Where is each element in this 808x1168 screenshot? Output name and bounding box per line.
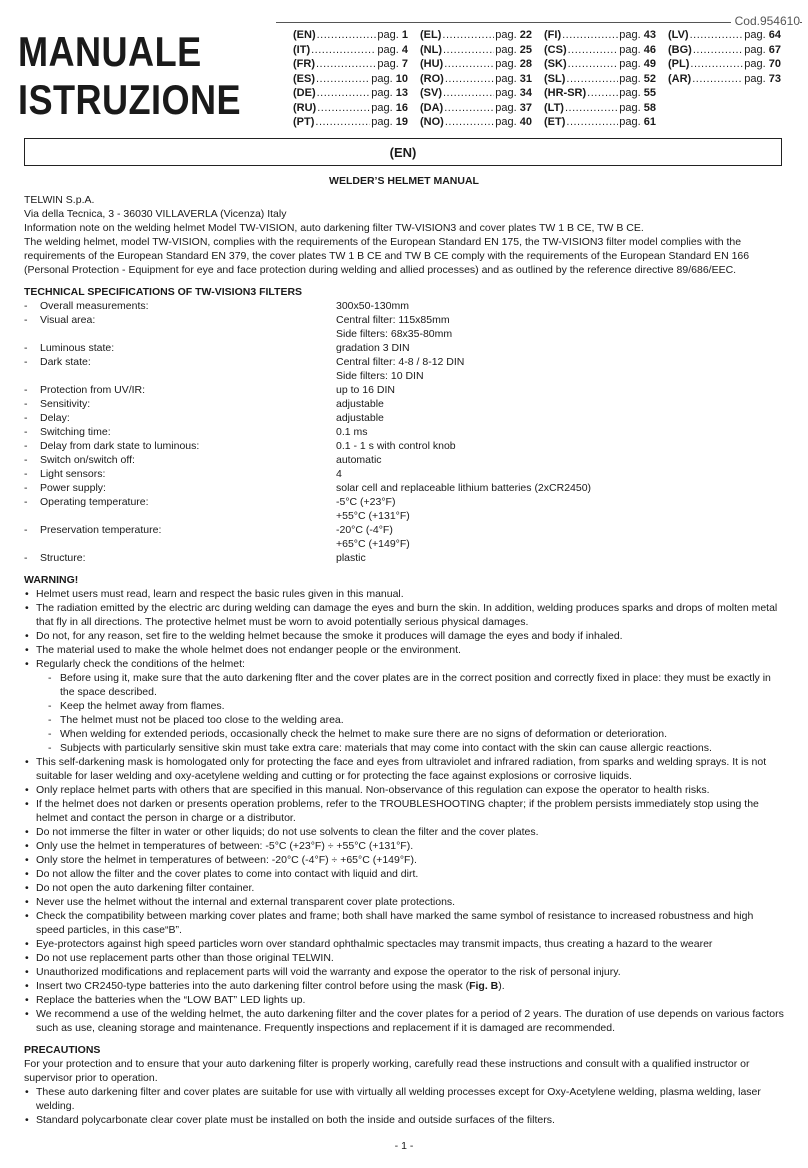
warning-title: WARNING! <box>24 574 79 586</box>
spec-label: Visual area: <box>40 314 96 326</box>
battery-text-end: ). <box>498 980 505 992</box>
toc-language-code: (NL) <box>420 43 442 56</box>
spec-value: 0.1 ms <box>336 426 368 438</box>
toc-page-label: pag. <box>744 43 766 56</box>
toc-page-number: 55 <box>643 87 656 99</box>
toc-language-code: (PL) <box>668 58 690 70</box>
spec-value: 0.1 - 1 s with control knob <box>336 440 456 452</box>
toc-leader-dots <box>311 43 376 58</box>
toc-page-number: 70 <box>768 58 781 70</box>
toc-language-code: (LV) <box>668 29 689 41</box>
spec-dash: - <box>24 440 28 452</box>
compliance-statement: The welding helmet, model TW-VISION, complies with the requirements of the European Standard EN 175, the TW-VISION3 filter model complies with the requirements of the European Standard EN 379, the cover plates TW 1 B CE and TW B CE comply with the requirements of the European Standard EN 166 (Personal Protection - Equipment for eye and face protection during welding and allied processes) and as outlined by the reference directive 89/686/EEC. <box>24 236 750 276</box>
warning-sub-item: - The helmet must not be placed too close to the welding area. <box>36 713 784 727</box>
spec-row <box>24 355 784 369</box>
toc-page-label: pag. <box>377 43 399 56</box>
precaution-item: • These auto darkening filter and cover plates are suitable for use with virtually all welding processes except for Oxy-Acetylene welding, plasma welding, laser welding. <box>24 1085 784 1113</box>
warning-item: • Only replace helmet parts with others that are specified in this manual. Non-observance of this regulation can expose the operator to health risks. <box>24 783 784 797</box>
spec-dash: - <box>24 454 28 466</box>
spec-value: Central filter: 115x85mm <box>336 314 450 326</box>
spec-row <box>24 341 784 355</box>
toc-page-ref <box>377 43 408 58</box>
spec-dash: - <box>24 314 28 326</box>
toc-entry <box>293 101 408 116</box>
toc-leader-dots <box>317 86 371 101</box>
toc-page-ref <box>495 101 532 116</box>
spec-dash: - <box>24 342 28 354</box>
toc-page-ref <box>371 101 408 116</box>
toc-page-number: 10 <box>395 72 408 85</box>
spec-row <box>24 509 784 523</box>
toc-entry <box>668 28 781 43</box>
toc-entry <box>293 43 408 58</box>
manual-title-block <box>18 28 277 124</box>
toc-page-label: pag. <box>619 116 641 128</box>
toc-entry <box>668 57 781 72</box>
toc-page-number: 37 <box>519 101 532 114</box>
spec-label: Dark state: <box>40 356 91 368</box>
spec-row <box>24 537 784 551</box>
spec-label: Preservation temperature: <box>40 524 162 536</box>
toc-leader-dots <box>566 72 618 87</box>
toc-language-code: (RO) <box>420 72 444 85</box>
toc-page-ref <box>371 86 408 101</box>
spec-label: Light sensors: <box>40 468 106 480</box>
specs-title: TECHNICAL SPECIFICATIONS OF TW-VISION3 FILTERS <box>24 286 303 298</box>
warning-item: • Unauthorized modifications and replacement parts will void the warranty and expose the operator to the risk of personal injury. <box>24 965 784 979</box>
precautions-title: PRECAUTIONS <box>24 1044 101 1056</box>
toc-page-number: 31 <box>519 72 532 85</box>
spec-label: Power supply: <box>40 482 106 494</box>
toc-page-label: pag. <box>744 29 766 41</box>
toc-entry <box>420 43 532 58</box>
document-code: Cod.954610 <box>731 14 800 28</box>
toc-entry <box>293 115 408 130</box>
toc-page-label: pag. <box>619 101 641 114</box>
spec-value: adjustable <box>336 398 384 410</box>
spec-label: Delay: <box>40 412 70 424</box>
toc-column-1 <box>293 28 408 130</box>
toc-page-number: 58 <box>643 101 656 114</box>
company-address: Via della Tecnica, 3 - 36030 VILLAVERLA (Vicenza) Italy <box>24 208 287 220</box>
spec-label: Delay from dark state to luminous: <box>40 440 200 452</box>
spec-row <box>24 551 784 565</box>
spec-row <box>24 523 784 537</box>
toc-leader-dots <box>565 101 618 116</box>
toc-entry <box>544 115 656 130</box>
language-section-box: (EN) <box>24 138 782 166</box>
toc-language-code: (SK) <box>544 58 567 70</box>
spec-row <box>24 383 784 397</box>
toc-language-code: (LT) <box>544 101 564 114</box>
toc-language-code: (ET) <box>544 116 566 128</box>
toc-language-code: (EL) <box>420 29 442 41</box>
toc-page-label: pag. <box>495 87 517 99</box>
toc-page-label: pag. <box>619 43 641 56</box>
toc-page-ref <box>495 86 532 101</box>
toc-column-4 <box>668 28 781 86</box>
toc-language-code: (HU) <box>420 58 444 70</box>
spec-value: adjustable <box>336 412 384 424</box>
toc-page-label: pag. <box>744 58 766 70</box>
toc-entry <box>544 57 656 72</box>
spec-label: Overall measurements: <box>40 300 149 312</box>
spec-row <box>24 439 784 453</box>
spec-row <box>24 411 784 425</box>
check-conditions-sublist <box>36 671 784 755</box>
toc-page-label: pag. <box>619 72 641 85</box>
spec-label <box>40 327 336 341</box>
toc-page-label: pag. <box>371 72 393 85</box>
warning-list <box>24 587 784 1035</box>
warning-item: • Check the compatibility between marking cover plates and frame; both shall have marked the same symbol of resistance to increased robustness and high speed particles, in this case“B”. <box>24 909 784 937</box>
toc-page-number: 61 <box>643 116 656 128</box>
toc-page-label: pag. <box>495 29 517 41</box>
spec-value: solar cell and replaceable lithium batteries (2xCR2450) <box>336 482 592 494</box>
spec-value: plastic <box>336 552 366 564</box>
spec-value: 300x50-130mm <box>336 300 409 312</box>
toc-column-3 <box>544 28 656 130</box>
toc-entry <box>420 28 532 43</box>
toc-page-label: pag. <box>619 87 641 99</box>
spec-row <box>24 467 784 481</box>
toc-language-code: (ES) <box>293 72 315 85</box>
spec-value: automatic <box>336 454 382 466</box>
toc-page-number: 34 <box>519 87 532 99</box>
toc-entry <box>420 115 532 130</box>
toc-leader-dots <box>566 115 618 130</box>
spec-label: Luminous state: <box>40 342 115 354</box>
toc-entry <box>293 72 408 87</box>
specs-list <box>24 299 784 565</box>
toc-page-label: pag. <box>495 101 517 114</box>
toc-language-code: (AR) <box>668 72 692 85</box>
spec-dash: - <box>24 524 28 536</box>
warning-item-text: Regularly check the conditions of the helmet: <box>36 658 245 670</box>
warning-item: • The radiation emitted by the electric arc during welding can damage the eyes and burn the skin. In addition, welding produces sparks and drops of molten metal that fly in all directions. The protective helmet must be worn to avoid potentially serious physical damages. <box>24 601 784 629</box>
warning-item: • We recommend a use of the welding helmet, the auto darkening filter and the cover plates for a period of 2 years. The duration of use depends on various factors such as use, cleaning storage and maintenance. Frequently inspections and replacement if it is damaged are recommended. <box>24 1007 784 1035</box>
toc-leader-dots <box>690 28 744 43</box>
warning-item: • Helmet users must read, learn and respect the basic rules given in this manual. <box>24 587 784 601</box>
warning-item: • Replace the batteries when the “LOW BAT” LED lights up. <box>24 993 784 1007</box>
toc-page-number: 7 <box>401 58 408 70</box>
information-note: Information note on the welding helmet Model TW-VISION, auto darkening filter TW-VISION3 and cover plates TW 1 B CE, TW B CE. <box>24 222 644 234</box>
spec-label: Switch on/switch off: <box>40 454 135 466</box>
spec-row <box>24 453 784 467</box>
toc-language-code: (FI) <box>544 29 562 41</box>
toc-entry <box>420 86 532 101</box>
warning-item: • Do not open the auto darkening filter container. <box>24 881 784 895</box>
spec-value: -5°C (+23°F) <box>336 496 396 508</box>
spec-label <box>40 509 336 523</box>
toc-page-ref <box>619 28 656 43</box>
precautions-paragraph: For your protection and to ensure that your auto darkening filter is properly working, carefully read these instructions and consult with a qualified instructor or supervisor prior to operation. <box>24 1058 750 1084</box>
toc-page-number: 4 <box>401 43 408 56</box>
toc-leader-dots <box>317 101 370 116</box>
toc-page-ref <box>619 86 656 101</box>
warning-sub-item: - Keep the helmet away from flames. <box>36 699 784 713</box>
toc-leader-dots <box>442 28 494 43</box>
toc-leader-dots <box>568 57 619 72</box>
toc-page-number: 64 <box>768 29 781 41</box>
spec-row <box>24 313 784 327</box>
toc-page-ref <box>377 28 408 43</box>
spec-label: Structure: <box>40 552 86 564</box>
toc-leader-dots <box>445 115 494 130</box>
title-line-2: ISTRUZIONE <box>18 76 242 123</box>
spec-value: 4 <box>336 468 342 480</box>
toc-page-number: 49 <box>643 58 656 70</box>
toc-entry <box>420 57 532 72</box>
toc-language-code: (RU) <box>293 101 317 114</box>
toc-page-ref <box>744 57 781 72</box>
toc-page-label: pag. <box>377 58 399 70</box>
battery-text: Insert two CR2450-type batteries into the auto darkening filter control before using the mask ( <box>36 980 470 992</box>
toc-language-code: (CS) <box>544 43 567 56</box>
toc-page-ref <box>744 43 781 58</box>
warning-item: • Only store the helmet in temperatures of between: -20°C (-4°F) ÷ +65°C (+149°F). <box>24 853 784 867</box>
toc-page-number: 28 <box>519 58 532 70</box>
spec-dash: - <box>24 426 28 438</box>
spec-value: +55°C (+131°F) <box>336 510 410 522</box>
toc-leader-dots <box>587 86 618 101</box>
warning-sub-item: - Before using it, make sure that the auto darkening flter and the cover plates are in the correct position and correctly fixed in place: they must be exactly in the space described. <box>36 671 784 699</box>
toc-page-ref <box>371 115 408 130</box>
spec-value: +65°C (+149°F) <box>336 538 410 550</box>
toc-language-code: (EN) <box>293 29 316 41</box>
warning-item-batteries <box>24 979 784 993</box>
warning-item: • The material used to make the whole helmet does not endanger people or the environment. <box>24 643 784 657</box>
toc-entry <box>544 28 656 43</box>
toc-page-number: 13 <box>395 87 408 99</box>
toc-page-ref <box>619 57 656 72</box>
spec-dash: - <box>24 482 28 494</box>
spec-label: Sensitivity: <box>40 398 91 410</box>
toc-page-number: 46 <box>643 43 656 56</box>
toc-leader-dots <box>445 72 494 87</box>
title-line-1: MANUALE <box>18 28 202 75</box>
toc-page-ref <box>371 72 408 87</box>
toc-leader-dots <box>316 72 370 87</box>
warning-item: • Do not allow the filter and the cover plates to come into contact with liquid and dirt. <box>24 867 784 881</box>
header-rule <box>276 22 802 23</box>
spec-value: Side filters: 10 DIN <box>336 370 424 382</box>
toc-language-code: (HR-SR) <box>544 87 587 99</box>
toc-page-label: pag. <box>495 116 517 128</box>
toc-entry <box>544 72 656 87</box>
toc-page-number: 40 <box>519 116 532 128</box>
spec-dash: - <box>24 384 28 396</box>
toc-entry <box>544 101 656 116</box>
spec-row <box>24 327 784 341</box>
toc-entry <box>420 72 532 87</box>
toc-page-label: pag. <box>495 58 517 70</box>
toc-leader-dots <box>444 57 494 72</box>
toc-entry <box>420 101 532 116</box>
toc-page-number: 22 <box>519 29 532 41</box>
toc-column-2 <box>420 28 532 130</box>
toc-leader-dots <box>443 86 494 101</box>
spec-value: Side filters: 68x35-80mm <box>336 328 453 340</box>
welders-helmet-manual-title: WELDER’S HELMET MANUAL <box>329 175 479 187</box>
toc-leader-dots <box>316 57 376 72</box>
spec-dash <box>24 327 40 341</box>
spec-dash: - <box>24 412 28 424</box>
spec-row <box>24 481 784 495</box>
toc-entry <box>668 43 781 58</box>
toc-page-number: 19 <box>395 116 408 128</box>
spec-dash: - <box>24 496 28 508</box>
spec-value: gradation 3 DIN <box>336 342 410 354</box>
warning-item: • Only use the helmet in temperatures of between: -5°C (+23°F) ÷ +55°C (+131°F). <box>24 839 784 853</box>
spec-label: Switching time: <box>40 426 111 438</box>
toc-page-label: pag. <box>371 101 393 114</box>
toc-language-code: (BG) <box>668 43 692 56</box>
toc-page-label: pag. <box>744 72 766 85</box>
toc-language-code: (NO) <box>420 116 444 128</box>
spec-label <box>40 537 336 551</box>
toc-page-ref <box>744 28 781 43</box>
toc-page-label: pag. <box>495 43 517 56</box>
toc-page-label: pag. <box>619 58 641 70</box>
toc-entry <box>293 86 408 101</box>
toc-page-ref <box>495 72 532 87</box>
figure-b-reference: Fig. B <box>469 980 499 992</box>
toc-page-ref <box>495 28 532 43</box>
toc-page-ref <box>495 115 532 130</box>
warning-item: • Do not use replacement parts other than those original TELWIN. <box>24 951 784 965</box>
toc-leader-dots <box>443 43 494 58</box>
manual-content <box>24 174 784 1127</box>
warning-sub-item: - When welding for extended periods, occasionally check the helmet to make sure there are no signs of deformation or deterioration. <box>36 727 784 741</box>
warning-item-check-conditions <box>24 657 784 755</box>
spec-row <box>24 369 784 383</box>
toc-language-code: (PT) <box>293 116 315 128</box>
toc-leader-dots <box>568 43 619 58</box>
toc-page-ref <box>619 43 656 58</box>
toc-entry <box>668 72 781 87</box>
toc-entry <box>293 57 408 72</box>
toc-leader-dots <box>315 115 370 130</box>
toc-page-number: 25 <box>519 43 532 56</box>
toc-page-number: 67 <box>768 43 781 56</box>
spec-value: up to 16 DIN <box>336 384 395 396</box>
toc-leader-dots <box>692 72 743 87</box>
warning-item: • Do not immerse the filter in water or other liquids; do not use solvents to clean the filter and the cover plates. <box>24 825 784 839</box>
toc-entry <box>293 28 408 43</box>
toc-page-ref <box>619 72 656 87</box>
toc-language-code: (DE) <box>293 87 316 99</box>
toc-leader-dots <box>444 101 494 116</box>
spec-label <box>40 369 336 383</box>
spec-label: Operating temperature: <box>40 496 149 508</box>
spec-value: Central filter: 4-8 / 8-12 DIN <box>336 356 465 368</box>
toc-page-number: 16 <box>395 101 408 114</box>
toc-leader-dots <box>690 57 743 72</box>
precaution-item: • Standard polycarbonate clear cover plate must be installed on both the inside and outside surfaces of the filters. <box>24 1113 784 1127</box>
page-number: - 1 - <box>394 1140 414 1152</box>
toc-page-ref <box>619 101 656 116</box>
toc-leader-dots <box>693 43 743 58</box>
toc-entry <box>544 86 656 101</box>
toc-page-number: 1 <box>401 29 408 41</box>
toc-page-ref <box>495 43 532 58</box>
toc-language-code: (DA) <box>420 101 444 114</box>
toc-page-ref <box>744 72 781 87</box>
spec-dash: - <box>24 300 28 312</box>
spec-dash: - <box>24 398 28 410</box>
toc-page-number: 73 <box>768 72 781 85</box>
spec-dash: - <box>24 468 28 480</box>
toc-page-ref <box>495 57 532 72</box>
precautions-list <box>24 1085 784 1127</box>
warning-item: • This self-darkening mask is homologated only for protecting the face and eyes from ultraviolet and infrared radiation, from sparks and welding sprays. It is not suitable for laser welding and oxy-acetylene welding and cutting or for protecting the face against explosions or corrosive liquids. <box>24 755 784 783</box>
spec-dash <box>24 509 40 523</box>
spec-row <box>24 397 784 411</box>
spec-value: -20°C (-4°F) <box>336 524 393 536</box>
spec-dash: - <box>24 552 28 564</box>
toc-leader-dots <box>317 28 377 43</box>
warning-item: • If the helmet does not darken or presents operation problems, refer to the TROUBLESHOOTING chapter; if the problem persists immediately stop using the helmet and contact the person in charge or a distributor. <box>24 797 784 825</box>
toc-language-code: (FR) <box>293 58 315 70</box>
toc-page-label: pag. <box>371 116 393 128</box>
toc-language-code: (SL) <box>544 72 566 85</box>
spec-row <box>24 495 784 509</box>
toc-page-ref <box>377 57 408 72</box>
spec-row <box>24 425 784 439</box>
toc-page-label: pag. <box>495 72 517 85</box>
spec-dash <box>24 369 40 383</box>
company-name: TELWIN S.p.A. <box>24 194 95 206</box>
toc-language-code: (IT) <box>293 43 311 56</box>
spec-row <box>24 299 784 313</box>
toc-page-ref <box>619 115 656 130</box>
warning-sub-item: - Subjects with particularly sensitive skin must take extra care: materials that may come into contact with the skin can cause allergic reactions. <box>36 741 784 755</box>
toc-page-label: pag. <box>371 87 393 99</box>
toc-page-label: pag. <box>619 29 641 41</box>
spec-dash: - <box>24 356 28 368</box>
spec-dash <box>24 537 40 551</box>
warning-item: • Eye-protectors against high speed particles worn over standard ophthalmic spectacles may transmit impacts, thus creating a hazard to the wearer <box>24 937 784 951</box>
warning-item: • Do not, for any reason, set fire to the welding helmet because the smoke it produces will damage the eyes and body if inhaled. <box>24 629 784 643</box>
toc-page-label: pag. <box>377 29 399 41</box>
toc-language-code: (SV) <box>420 87 442 99</box>
toc-entry <box>544 43 656 58</box>
toc-leader-dots <box>562 28 618 43</box>
toc-page-number: 52 <box>643 72 656 85</box>
warning-item: • Never use the helmet without the internal and external transparent cover plate protections. <box>24 895 784 909</box>
spec-label: Protection from UV/IR: <box>40 384 146 396</box>
toc-page-number: 43 <box>643 29 656 41</box>
